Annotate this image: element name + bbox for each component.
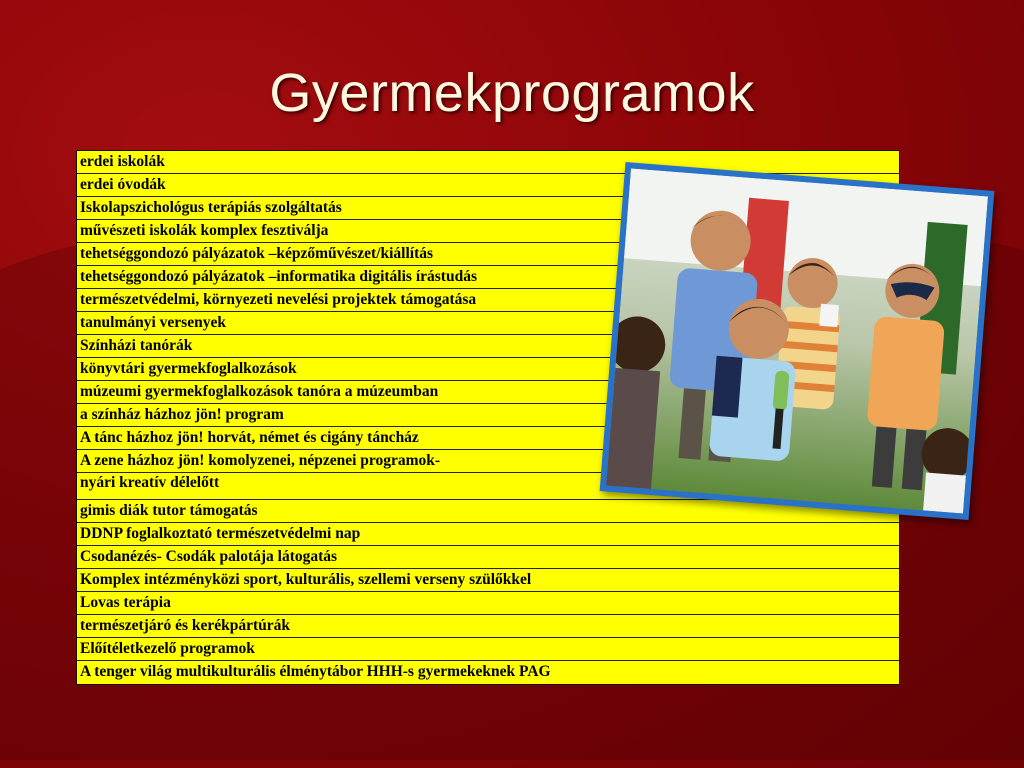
table-row: DDNP foglalkoztató természetvédelmi nap	[77, 523, 899, 546]
table-row: Komplex intézményközi sport, kulturális, szellemi verseny szülőkkel	[77, 569, 899, 592]
table-row: Előítéletkezelő programok	[77, 638, 899, 661]
slide-title: Gyermekprogramok	[269, 63, 755, 123]
children-photo	[600, 162, 995, 520]
table-row: erdei óvodák	[77, 174, 899, 197]
table-row: Iskolapszichológus terápiás szolgáltatás	[77, 197, 899, 220]
table-row: könyvtári gyermekfoglalkozások	[77, 358, 899, 381]
table-row: Lovas terápia	[77, 592, 899, 615]
table-row: A tenger világ multikulturális élménytábor HHH-s gyermekeknek PAG	[80, 663, 551, 680]
table-row: tehetséggondozó pályázatok –informatika digitális írástudás	[77, 266, 899, 289]
table-row: művészeti iskolák komplex fesztiválja	[77, 220, 899, 243]
children-photo-illustration	[606, 168, 988, 513]
table-row: a színház házhoz jön! program	[77, 404, 899, 427]
table-row: természetvédelmi, környezeti nevelési projektek támogatása	[77, 289, 899, 312]
table-row: múzeumi gyermekfoglalkozások tanóra a múzeumban	[77, 381, 899, 404]
table-row: erdei iskolák	[77, 151, 899, 174]
table-row: A zene házhoz jön! komolyzenei, népzenei programok-	[77, 450, 899, 473]
table-row: tanulmányi versenyek	[77, 312, 899, 335]
table-row: A tánc házhoz jön! horvát, német és cigány táncház	[77, 427, 899, 450]
table-row: természetjáró és kerékpártúrák	[77, 615, 899, 638]
table-row: tehetséggondozó pályázatok –képzőművészet/kiállítás	[77, 243, 899, 266]
table-row: gimis diák tutor támogatás	[77, 500, 899, 523]
table-row: Színházi tanórák	[77, 335, 899, 358]
table-row: nyári kreatív délelőtt	[77, 473, 899, 500]
table-row: Csodanézés- Csodák palotája látogatás	[77, 546, 899, 569]
